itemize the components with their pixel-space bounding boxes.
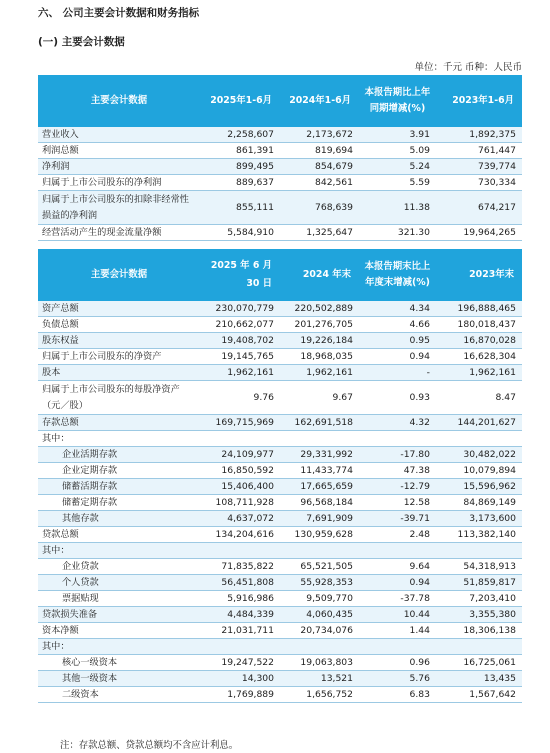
value-cell <box>280 639 359 655</box>
value-cell: 19,226,184 <box>280 333 359 349</box>
value-cell: -17.80 <box>359 447 436 463</box>
value-cell: 5.24 <box>359 159 436 175</box>
table-row <box>38 479 522 495</box>
value-cell: 3,173,600 <box>436 511 522 527</box>
value-cell: 55,928,353 <box>280 575 359 591</box>
value-cell: 4.32 <box>359 415 436 431</box>
table-row <box>38 447 522 463</box>
value-cell: 819,694 <box>280 143 359 159</box>
row-label: 负债总额 <box>38 317 200 333</box>
table-row <box>38 639 522 655</box>
value-cell: 861,391 <box>200 143 280 159</box>
value-cell: 0.93 <box>359 381 436 415</box>
row-label: 贷款损失准备 <box>38 607 200 623</box>
value-cell: 12.58 <box>359 495 436 511</box>
table-row <box>38 687 522 703</box>
table-row <box>38 463 522 479</box>
value-cell: 761,447 <box>436 143 522 159</box>
value-cell: 51,859,817 <box>436 575 522 591</box>
value-cell: 144,201,627 <box>436 415 522 431</box>
footnote: 注：存款总额、贷款总额均不含应计利息。 <box>60 740 239 751</box>
value-cell: 4,637,072 <box>200 511 280 527</box>
value-cell: 19,063,803 <box>280 655 359 671</box>
table-row <box>38 607 522 623</box>
value-cell: 0.96 <box>359 655 436 671</box>
row-label: 经营活动产生的现金流量净额 <box>38 225 200 241</box>
column-header: 2025年1-6月 <box>200 75 280 127</box>
value-cell: 30,482,022 <box>436 447 522 463</box>
value-cell: 4,060,435 <box>280 607 359 623</box>
value-cell <box>359 639 436 655</box>
value-cell: 54,318,913 <box>436 559 522 575</box>
table-row <box>38 431 522 447</box>
value-cell: 47.38 <box>359 463 436 479</box>
value-cell: 1,892,375 <box>436 127 522 143</box>
value-cell: 9.64 <box>359 559 436 575</box>
value-cell: 24,109,977 <box>200 447 280 463</box>
value-cell: 6.83 <box>359 687 436 703</box>
value-cell: 201,276,705 <box>280 317 359 333</box>
row-label: 其他存款 <box>38 511 200 527</box>
table-row <box>38 671 522 687</box>
table-row <box>38 365 522 381</box>
value-cell: 21,031,711 <box>200 623 280 639</box>
value-cell <box>280 431 359 447</box>
value-cell <box>200 639 280 655</box>
value-cell: 1,769,889 <box>200 687 280 703</box>
table-row <box>38 623 522 639</box>
value-cell: 65,521,505 <box>280 559 359 575</box>
value-cell: 15,596,962 <box>436 479 522 495</box>
value-cell <box>436 639 522 655</box>
value-cell: 1,656,752 <box>280 687 359 703</box>
value-cell: 11,433,774 <box>280 463 359 479</box>
table-row <box>38 333 522 349</box>
value-cell: 321.30 <box>359 225 436 241</box>
row-label: 净利润 <box>38 159 200 175</box>
row-label: 股本 <box>38 365 200 381</box>
value-cell: 220,502,889 <box>280 301 359 317</box>
value-cell <box>359 431 436 447</box>
table-row <box>38 543 522 559</box>
value-cell: 5,584,910 <box>200 225 280 241</box>
column-header: 2024年1-6月 <box>280 75 359 127</box>
value-cell: 169,715,969 <box>200 415 280 431</box>
value-cell: 16,725,061 <box>436 655 522 671</box>
value-cell: 113,382,140 <box>436 527 522 543</box>
table-row <box>38 381 522 415</box>
value-cell: 674,217 <box>436 191 522 225</box>
value-cell: 162,691,518 <box>280 415 359 431</box>
value-cell: 889,637 <box>200 175 280 191</box>
value-cell: 8.47 <box>436 381 522 415</box>
column-header: 2023年末 <box>436 249 522 301</box>
value-cell: 11.38 <box>359 191 436 225</box>
value-cell: 96,568,184 <box>280 495 359 511</box>
table-row <box>38 127 522 143</box>
value-cell: 9.67 <box>280 381 359 415</box>
value-cell: 56,451,808 <box>200 575 280 591</box>
table-row <box>38 655 522 671</box>
section-title: 六、 公司主要会计数据和财务指标 <box>38 7 200 19</box>
row-label: 储蓄活期存款 <box>38 479 200 495</box>
table-row <box>38 527 522 543</box>
row-label: 资产总额 <box>38 301 200 317</box>
accounting-data-table-balance <box>38 249 522 703</box>
row-label: 贷款总额 <box>38 527 200 543</box>
value-cell: 108,711,928 <box>200 495 280 511</box>
table-row <box>38 301 522 317</box>
value-cell: 5,916,986 <box>200 591 280 607</box>
value-cell: 4.66 <box>359 317 436 333</box>
row-label: 其中： <box>38 431 200 447</box>
value-cell: 19,247,522 <box>200 655 280 671</box>
value-cell: 1,325,647 <box>280 225 359 241</box>
value-cell: 730,334 <box>436 175 522 191</box>
table-row <box>38 591 522 607</box>
value-cell: 3.91 <box>359 127 436 143</box>
value-cell: -37.78 <box>359 591 436 607</box>
value-cell: 134,204,616 <box>200 527 280 543</box>
value-cell: 196,888,465 <box>436 301 522 317</box>
row-label: 归属于上市公司股东的净利润 <box>38 175 200 191</box>
row-label: 利润总额 <box>38 143 200 159</box>
row-label: 股东权益 <box>38 333 200 349</box>
value-cell: 768,639 <box>280 191 359 225</box>
row-label: 个人贷款 <box>38 575 200 591</box>
value-cell: 230,070,779 <box>200 301 280 317</box>
value-cell: 842,561 <box>280 175 359 191</box>
table-row <box>38 143 522 159</box>
value-cell: 9.76 <box>200 381 280 415</box>
value-cell: 1,962,161 <box>200 365 280 381</box>
table-row <box>38 317 522 333</box>
value-cell: 84,869,149 <box>436 495 522 511</box>
row-label: 储蓄定期存款 <box>38 495 200 511</box>
value-cell: 16,870,028 <box>436 333 522 349</box>
value-cell: 29,331,992 <box>280 447 359 463</box>
value-cell: 1,962,161 <box>436 365 522 381</box>
row-label: 其他一级资本 <box>38 671 200 687</box>
value-cell: 3,355,380 <box>436 607 522 623</box>
value-cell: -39.71 <box>359 511 436 527</box>
table-row <box>38 159 522 175</box>
value-cell: 4.34 <box>359 301 436 317</box>
value-cell <box>200 431 280 447</box>
value-cell <box>280 543 359 559</box>
value-cell: 71,835,822 <box>200 559 280 575</box>
value-cell: 180,018,437 <box>436 317 522 333</box>
value-cell: 16,628,304 <box>436 349 522 365</box>
value-cell: 899,495 <box>200 159 280 175</box>
value-cell <box>436 543 522 559</box>
table-row <box>38 175 522 191</box>
row-label: 二级资本 <box>38 687 200 703</box>
value-cell <box>436 431 522 447</box>
value-cell: 13,521 <box>280 671 359 687</box>
row-label: 其中： <box>38 639 200 655</box>
value-cell: 855,111 <box>200 191 280 225</box>
column-header: 主要会计数据 <box>38 249 200 301</box>
row-label: 存款总额 <box>38 415 200 431</box>
row-label: 企业贷款 <box>38 559 200 575</box>
value-cell: 4,484,339 <box>200 607 280 623</box>
column-header: 本报告期末比上年度末增减(%) <box>359 249 436 301</box>
table-row <box>38 559 522 575</box>
value-cell: 19,408,702 <box>200 333 280 349</box>
row-label: 归属于上市公司股东的净资产 <box>38 349 200 365</box>
value-cell: 18,968,035 <box>280 349 359 365</box>
value-cell: 10,079,894 <box>436 463 522 479</box>
value-cell: 2,258,607 <box>200 127 280 143</box>
value-cell: 1.44 <box>359 623 436 639</box>
value-cell: 5.09 <box>359 143 436 159</box>
row-label: 核心一级资本 <box>38 655 200 671</box>
column-header: 2024 年末 <box>280 249 359 301</box>
value-cell: 20,734,076 <box>280 623 359 639</box>
subsection-title: (一) 主要会计数据 <box>38 36 125 48</box>
value-cell <box>200 543 280 559</box>
unit-currency-line: 单位：千元 币种：人民币 <box>414 62 522 73</box>
row-label: 其中： <box>38 543 200 559</box>
table-row <box>38 495 522 511</box>
column-header: 2023年1-6月 <box>436 75 522 127</box>
value-cell: 1,962,161 <box>280 365 359 381</box>
value-cell: 9,509,770 <box>280 591 359 607</box>
row-label: 归属于上市公司股东的每股净资产（元／股） <box>38 381 200 415</box>
value-cell: 19,145,765 <box>200 349 280 365</box>
row-label: 资本净额 <box>38 623 200 639</box>
value-cell <box>359 543 436 559</box>
value-cell: 210,662,077 <box>200 317 280 333</box>
value-cell: 0.94 <box>359 575 436 591</box>
value-cell: 19,964,265 <box>436 225 522 241</box>
row-label: 票据贴现 <box>38 591 200 607</box>
row-label: 企业活期存款 <box>38 447 200 463</box>
column-header: 本报告期比上年同期增减(%) <box>359 75 436 127</box>
accounting-data-table-period <box>38 75 522 241</box>
value-cell: 1,567,642 <box>436 687 522 703</box>
value-cell: 0.94 <box>359 349 436 365</box>
value-cell: 16,850,592 <box>200 463 280 479</box>
row-label: 归属于上市公司股东的扣除非经常性损益的净利润 <box>38 191 200 225</box>
value-cell: 10.44 <box>359 607 436 623</box>
table-row <box>38 415 522 431</box>
value-cell: -12.79 <box>359 479 436 495</box>
column-header: 2025 年 6 月 30 日 <box>200 249 280 301</box>
value-cell: 2,173,672 <box>280 127 359 143</box>
value-cell: 14,300 <box>200 671 280 687</box>
table-row <box>38 511 522 527</box>
value-cell: - <box>359 365 436 381</box>
value-cell: 5.59 <box>359 175 436 191</box>
table-row <box>38 225 522 241</box>
table-row <box>38 575 522 591</box>
column-header: 主要会计数据 <box>38 75 200 127</box>
row-label: 企业定期存款 <box>38 463 200 479</box>
value-cell: 7,203,410 <box>436 591 522 607</box>
table-row <box>38 349 522 365</box>
value-cell: 7,691,909 <box>280 511 359 527</box>
row-label: 营业收入 <box>38 127 200 143</box>
value-cell: 739,774 <box>436 159 522 175</box>
value-cell: 2.48 <box>359 527 436 543</box>
value-cell: 854,679 <box>280 159 359 175</box>
value-cell: 5.76 <box>359 671 436 687</box>
table-row <box>38 191 522 225</box>
value-cell: 17,665,659 <box>280 479 359 495</box>
value-cell: 15,406,400 <box>200 479 280 495</box>
value-cell: 13,435 <box>436 671 522 687</box>
value-cell: 18,306,138 <box>436 623 522 639</box>
value-cell: 0.95 <box>359 333 436 349</box>
value-cell: 130,959,628 <box>280 527 359 543</box>
